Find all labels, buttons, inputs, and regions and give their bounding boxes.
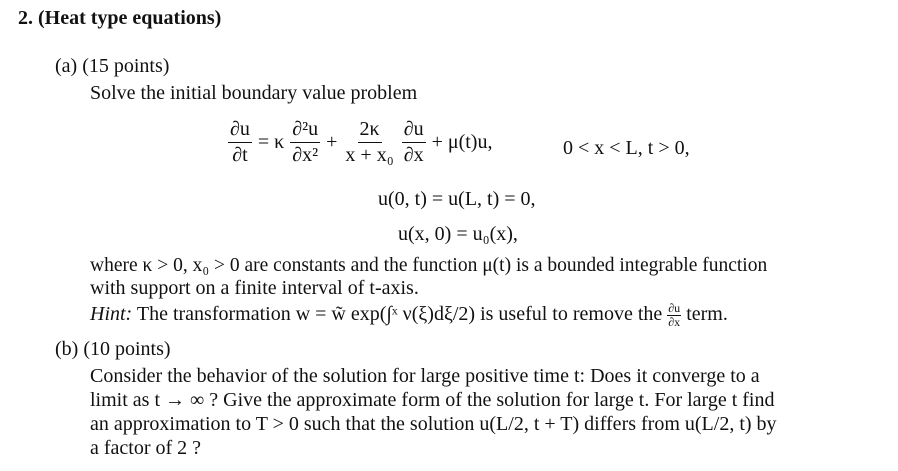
- pde-coefficient: [343, 118, 395, 167]
- hint-fraction: [667, 302, 681, 328]
- pde-equation: [228, 118, 492, 167]
- part-b-line-1: Consider the behavior of the solution for large positive time t: Does it converge to a: [90, 365, 760, 387]
- pde-second-derivative: [290, 118, 320, 167]
- pde-eq-kappa: = κ: [257, 131, 285, 153]
- pde-first-derivative: [402, 118, 426, 167]
- pde-d2-den: ∂x²: [292, 144, 319, 166]
- pde-coef-den: x + x₀: [345, 144, 394, 166]
- part-a-points: (15 points): [82, 55, 170, 77]
- pde-coef-num: 2κ: [358, 118, 382, 143]
- part-a-label: (a): [55, 55, 78, 77]
- problem-title: (Heat type equations): [38, 7, 222, 29]
- pde-d2-num: ∂²u: [290, 118, 320, 143]
- pde-du-den: ∂x: [403, 144, 424, 166]
- part-b-label: (b): [55, 338, 79, 360]
- hint-end: term.: [681, 303, 728, 325]
- pde-tail: + μ(t)u,: [431, 131, 493, 153]
- pde-lhs-den: ∂t: [232, 144, 248, 166]
- where-line-1: where κ > 0, x₀ > 0 are constants and the function μ(t) is a bounded integrable function: [90, 255, 768, 276]
- part-b-line-3: an approximation to T > 0 such that the solution u(L/2, t + T) differs from u(L/2, t) by: [90, 413, 777, 435]
- part-a-heading: [55, 54, 169, 78]
- part-b-line-2: limit as t → ∞ ? Give the approximate form of the solution for large t. For large t find: [90, 389, 775, 411]
- part-a-intro: Solve the initial boundary value problem: [90, 82, 418, 104]
- where-line-2: with support on a finite interval of t-axis.: [90, 277, 419, 299]
- pde-domain: 0 < x < L, t > 0,: [563, 137, 690, 159]
- hint-frac-num: ∂u: [668, 301, 681, 316]
- hint-frac-den: ∂x: [668, 314, 681, 329]
- hint-label: Hint:: [90, 303, 133, 325]
- boundary-condition: u(0, t) = u(L, t) = 0,: [378, 188, 536, 210]
- part-b-heading: [55, 337, 171, 361]
- pde-du-num: ∂u: [402, 118, 426, 143]
- part-b-points: (10 points): [83, 338, 171, 360]
- pde-plus: +: [326, 131, 338, 153]
- hint-text: The transformation w = w̃ exp(∫ˣ ν(ξ)dξ/2) is useful to remove the: [132, 303, 668, 325]
- hint-line: [90, 302, 728, 329]
- pde-lhs-num: ∂u: [228, 118, 252, 143]
- problem-number: 2.: [18, 7, 33, 29]
- problem-heading: [18, 6, 221, 30]
- initial-condition: u(x, 0) = u₀(x),: [398, 223, 518, 245]
- pde-lhs-fraction: [228, 118, 252, 167]
- part-b-line-4: a factor of 2 ?: [90, 437, 202, 459]
